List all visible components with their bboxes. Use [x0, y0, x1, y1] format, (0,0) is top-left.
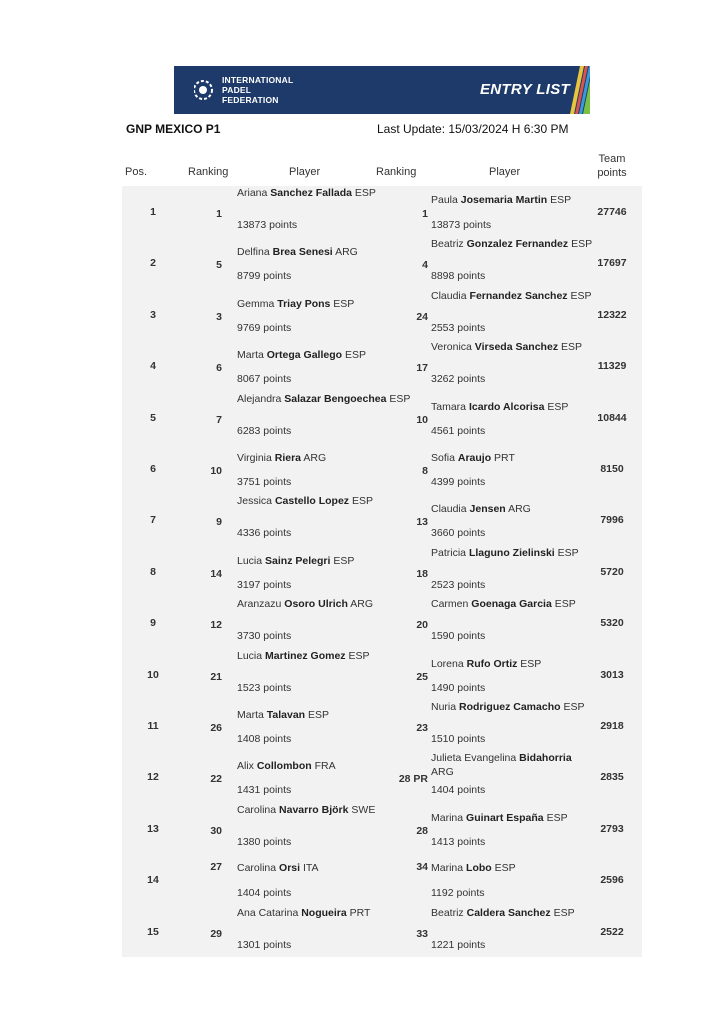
player-first-name: Lucia [237, 649, 263, 662]
position-cell: 15 [147, 925, 159, 938]
player-name [431, 751, 593, 779]
team-points-cell: 11329 [597, 360, 627, 373]
team-points-cell: 8150 [600, 463, 624, 475]
player-country: PRT [494, 452, 515, 464]
player-country: ESP [333, 554, 355, 567]
player-country: ARG [431, 766, 454, 779]
player-ranking: 33 [416, 927, 428, 940]
player-ranking: 22 [210, 773, 222, 786]
player-country: ESP [571, 238, 593, 251]
team-points-cell: 10844 [597, 411, 627, 424]
player-ranking: 17 [416, 362, 428, 375]
player-points: 4399 points [431, 476, 486, 488]
team-points-cell: 2918 [600, 720, 624, 732]
position-cell: 4 [150, 360, 156, 373]
player-surname: Bidahorria [519, 752, 572, 765]
player-name [237, 649, 422, 663]
player-first-name: Carmen [431, 598, 469, 611]
player-ranking: 13 [416, 516, 428, 529]
player-points: 1490 points [431, 681, 486, 694]
player-country: ARG [303, 452, 327, 464]
player-points: 13873 points [237, 219, 298, 231]
player-points: 9769 points [237, 321, 292, 334]
player-first-name: Gemma [237, 297, 275, 310]
entry-list-banner [174, 66, 590, 114]
player-points: 1221 points [431, 938, 486, 951]
player-ranking: 7 [216, 413, 222, 426]
player-surname: Rodriguez Camacho [459, 701, 561, 713]
banner-stripes [480, 66, 590, 114]
player-points: 3262 points [431, 373, 486, 386]
entry-list-label: ENTRY LIST [480, 81, 570, 98]
player-name [237, 708, 422, 722]
player-points: 1510 points [431, 733, 486, 745]
header-pos: Pos. [125, 166, 148, 178]
player-surname: Navarro Björk [279, 803, 349, 816]
header-player-2: Player [489, 166, 521, 178]
player-ranking: 10 [210, 465, 222, 477]
team-points-cell: 2596 [600, 874, 624, 887]
player-name [237, 494, 422, 508]
player-surname: Araujo [457, 452, 492, 464]
player-first-name: Marina [431, 811, 464, 824]
player-ranking: 1 [216, 208, 222, 220]
player-first-name: Marta [237, 709, 264, 721]
player-points: 8799 points [237, 270, 292, 283]
table-row [122, 289, 642, 340]
player-name [237, 186, 422, 200]
player-ranking: 25 [416, 670, 428, 683]
player-ranking: 3 [216, 310, 222, 323]
table-row [122, 443, 642, 494]
player-name [431, 502, 593, 516]
player-surname: Riera [274, 452, 302, 464]
player-points: 6283 points [237, 424, 292, 437]
player-ranking: 29 [210, 927, 222, 940]
player-country: ESP [389, 392, 411, 405]
player-points: 4561 points [431, 424, 486, 437]
player-first-name: Alejandra [237, 392, 282, 405]
player-surname: Llaguno Zielinski [468, 546, 555, 559]
player-country: ESP [348, 649, 370, 662]
team-points-cell: 7996 [600, 514, 624, 527]
player-first-name: Paula [431, 194, 458, 206]
player-surname: Orsi [279, 862, 301, 875]
player-ranking: 34 [416, 861, 428, 874]
player-first-name: Patricia [431, 546, 467, 559]
player-name [237, 803, 422, 817]
player-name [431, 340, 593, 354]
player-ranking: 4 [422, 259, 428, 272]
position-cell: 5 [150, 411, 156, 424]
position-cell: 10 [147, 668, 159, 681]
player-country: ESP [546, 811, 568, 824]
player-first-name: Ana Catarina [237, 906, 299, 919]
player-name [431, 861, 593, 875]
player-country: ITA [302, 862, 319, 875]
player-first-name: Tamara [431, 400, 467, 413]
player-first-name: Claudia [431, 503, 467, 516]
position-cell: 3 [150, 308, 156, 321]
player-country: ESP [344, 349, 366, 362]
player-ranking: 30 [210, 824, 222, 837]
position-cell: 11 [147, 720, 159, 732]
player-points: 2523 points [431, 578, 486, 591]
player-first-name: Claudia [431, 289, 467, 302]
player-points: 3197 points [237, 578, 292, 591]
table-row [122, 803, 642, 854]
team-points-cell: 2793 [600, 822, 624, 835]
player-surname: Goenaga Garcia [471, 598, 552, 611]
player-name [431, 597, 593, 611]
player-surname: Virseda Sanchez [474, 341, 559, 354]
table-row [122, 649, 642, 700]
table-row [122, 392, 642, 443]
player-points: 1413 points [431, 835, 486, 848]
table-row [122, 906, 642, 957]
entry-list-table [122, 186, 642, 957]
player-ranking: 21 [210, 670, 222, 683]
position-cell: 6 [150, 463, 156, 475]
position-cell: 1 [150, 206, 156, 218]
position-cell: 8 [150, 565, 156, 578]
player-first-name: Carolina [237, 862, 277, 875]
player-points: 4336 points [237, 527, 292, 540]
player-country: ESP [308, 709, 330, 721]
team-points-cell: 27746 [597, 206, 627, 218]
player-first-name: Aranzazu [237, 598, 282, 611]
player-country: FRA [314, 760, 336, 773]
player-first-name: Lorena [431, 657, 464, 670]
player-ranking: 1 [422, 208, 428, 220]
team-points-cell: 2835 [600, 771, 624, 784]
position-cell: 14 [147, 874, 159, 887]
last-update: Last Update: 15/03/2024 H 6:30 PM [377, 122, 569, 136]
position-cell: 2 [150, 257, 156, 270]
player-surname: Ortega Gallego [266, 349, 343, 362]
player-surname: Sainz Pelegri [265, 554, 331, 567]
player-surname: Triay Pons [277, 297, 331, 310]
player-points: 1192 points [431, 887, 485, 900]
player-surname: Josemaria Martin [460, 194, 548, 206]
player-surname: Gonzalez Fernandez [466, 238, 569, 251]
player-points: 1431 points [237, 784, 292, 797]
player-first-name: Alix [237, 760, 254, 773]
player-surname: Talavan [266, 709, 306, 721]
player-points: 1301 points [237, 938, 292, 951]
player-ranking: 28 [416, 824, 428, 837]
player-name [237, 554, 422, 568]
player-name [431, 811, 593, 825]
position-cell: 13 [147, 822, 159, 835]
player-points: 3660 points [431, 527, 486, 540]
player-country: ESP [570, 289, 592, 302]
player-points: 1404 points [237, 887, 292, 900]
player-country: ESP [351, 495, 373, 508]
player-first-name: Nuria [431, 701, 457, 713]
player-ranking: 26 [210, 722, 222, 734]
team-points-cell: 2522 [600, 925, 624, 938]
player-surname: Martinez Gomez [265, 649, 346, 662]
player-country: ESP [550, 194, 572, 206]
table-row [122, 186, 642, 237]
tournament-title: GNP MEXICO P1 [126, 122, 221, 136]
player-country: ESP [561, 341, 583, 354]
player-country: ESP [554, 598, 576, 611]
table-row [122, 751, 642, 802]
player-country: ESP [494, 862, 516, 875]
player-points: 2553 points [431, 321, 486, 334]
player-country: ESP [333, 297, 355, 310]
player-ranking: 20 [416, 619, 428, 632]
player-first-name: Marta [237, 349, 264, 362]
player-country: ESP [520, 657, 542, 670]
player-country: ARG [335, 246, 358, 259]
player-points: 1380 points [237, 835, 292, 848]
position-cell: 12 [147, 771, 159, 784]
player-country: SWE [351, 803, 376, 816]
player-surname: Fernandez Sanchez [469, 289, 568, 302]
header-player-1: Player [289, 166, 321, 178]
player-name [431, 237, 593, 251]
table-row [122, 546, 642, 597]
player-name [431, 700, 593, 714]
player-first-name: Beatriz [431, 238, 464, 251]
player-surname: Sanchez Fallada [270, 187, 352, 199]
player-ranking: 27 [210, 861, 222, 874]
player-name [431, 906, 593, 920]
player-points: 1404 points [431, 784, 486, 797]
player-country: ESP [547, 400, 569, 413]
player-ranking: 8 [422, 465, 428, 477]
table-row [122, 237, 642, 288]
player-surname: Lobo [466, 862, 492, 875]
team-points-cell: 12322 [597, 308, 627, 321]
player-country: ESP [557, 546, 579, 559]
player-points: 3751 points [237, 476, 292, 488]
player-ranking: 28 PR [398, 773, 428, 786]
player-name [237, 451, 422, 465]
player-points: 3730 points [237, 630, 292, 643]
table-row [122, 340, 642, 391]
player-points: 1523 points [237, 681, 292, 694]
player-surname: Rufo Ortiz [466, 657, 518, 670]
player-first-name: Marina [431, 862, 464, 875]
player-name [431, 193, 593, 207]
player-surname: Osoro Ulrich [284, 598, 348, 611]
player-first-name: Beatriz [431, 906, 464, 919]
player-first-name: Jessica [237, 495, 273, 508]
player-name [431, 400, 593, 414]
player-name [237, 597, 422, 611]
header-ranking-2: Ranking [376, 166, 417, 178]
player-first-name: Carolina [237, 803, 277, 816]
player-name [431, 546, 593, 560]
player-ranking: 5 [216, 259, 222, 272]
header-team-points: Team points [597, 153, 627, 179]
player-first-name: Delfina [237, 246, 270, 259]
player-first-name: Sofia [431, 452, 455, 464]
player-ranking: 6 [216, 362, 222, 375]
player-name [431, 289, 593, 303]
player-points: 1408 points [237, 733, 292, 745]
player-surname: Nogueira [301, 906, 347, 919]
table-row [122, 700, 642, 751]
player-surname: Collombon [256, 760, 312, 773]
player-ranking: 10 [416, 413, 428, 426]
player-points: 8067 points [237, 373, 292, 386]
player-ranking: 14 [210, 567, 222, 580]
player-country: PRT [349, 906, 371, 919]
player-country: ESP [553, 906, 575, 919]
position-cell: 7 [150, 514, 156, 527]
team-points-cell: 17697 [597, 257, 627, 270]
player-first-name: Veronica [431, 341, 472, 354]
player-first-name: Julieta Evangelina [431, 752, 517, 765]
player-first-name: Ariana [237, 187, 268, 199]
player-first-name: Virginia [237, 452, 272, 464]
table-row [122, 597, 642, 648]
player-ranking: 12 [210, 619, 222, 632]
player-surname: Caldera Sanchez [466, 906, 551, 919]
player-ranking: 9 [216, 516, 222, 529]
player-ranking: 24 [416, 310, 428, 323]
header-ranking-1: Ranking [188, 166, 229, 178]
player-name [237, 245, 422, 259]
player-surname: Jensen [469, 503, 506, 516]
player-name [237, 392, 422, 406]
player-surname: Brea Senesi [272, 246, 333, 259]
player-country: ESP [354, 187, 376, 199]
table-row [122, 494, 642, 545]
team-points-cell: 5720 [600, 565, 624, 578]
federation-logo-icon [194, 75, 220, 105]
player-country: ARG [508, 503, 531, 516]
player-country: ARG [350, 598, 373, 611]
player-name [237, 906, 422, 920]
player-surname: Salazar Bengoechea [284, 392, 387, 405]
player-first-name: Lucia [237, 554, 263, 567]
federation-name: INTERNATIONAL PADEL FEDERATION [222, 75, 294, 105]
player-name [237, 297, 422, 311]
player-name [237, 759, 422, 773]
team-points-cell: 3013 [600, 668, 624, 681]
player-country: ESP [563, 701, 585, 713]
player-surname: Guinart España [466, 811, 544, 824]
player-ranking: 18 [416, 567, 428, 580]
player-name [431, 657, 593, 671]
position-cell: 9 [150, 617, 156, 630]
player-points: 1590 points [431, 630, 486, 643]
team-points-cell: 5320 [600, 617, 624, 630]
player-points: 13873 points [431, 219, 492, 231]
player-surname: Icardo Alcorisa [468, 400, 545, 413]
table-row [122, 854, 642, 905]
player-name [431, 451, 593, 465]
player-ranking: 23 [416, 722, 428, 734]
player-name [237, 348, 422, 362]
player-points: 8898 points [431, 270, 486, 283]
player-surname: Castello Lopez [274, 495, 350, 508]
